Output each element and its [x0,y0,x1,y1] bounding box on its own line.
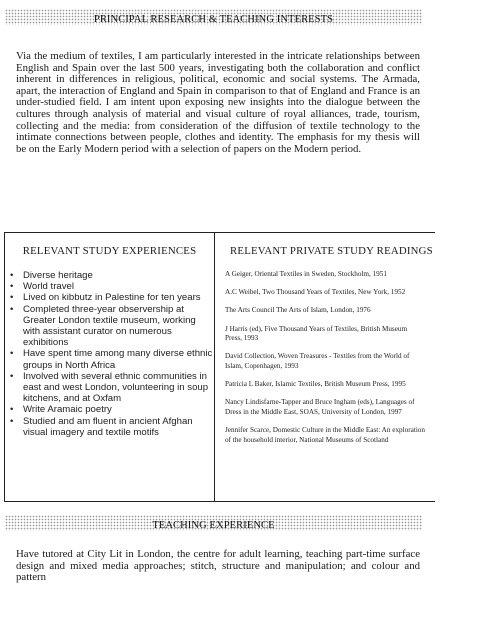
readings-heading: RELEVANT PRIVATE STUDY READINGS [230,245,433,257]
list-item: • World travel [9,281,213,292]
study-table [4,232,435,502]
reading-item: David Collection, Woven Treasures - Textiles from the World of Islam, Copenhagen, 1993 [225,352,410,370]
reading-item: Nancy Lindisfarne-Tapper and Bruce Ingham (eds), Languages of Dress in the Middle East, SOAS, University of London, 1997 [225,398,415,416]
list-item: • Write Aramaic poetry [9,404,213,415]
teaching-paragraph: Have tutored at City Lit in London, the centre for adult learning, teaching part-time surface design and mixed media approaches; stitch, structure and manipulation; and colour and pattern [16,548,420,584]
reading-item: A Geiger, Oriental Textiles in Sweden, Stockholm, 1951 [225,270,387,278]
experiences-heading: RELEVANT STUDY EXPERIENCES [22,245,197,257]
column-divider [214,233,215,501]
reading-item: J Harris (ed), Five Thousand Years of Textiles, British Museum Press, 1993 [225,324,408,343]
teaching-heading: TEACHING EXPERIENCE [152,520,275,531]
research-paragraph: Via the medium of textiles, I am particularly interested in the intricate relationships between English and Spain over the last 500 years, investigating both the collaboration and conflict inherent in differences in religious, political, economic and social systems. The Armada, apart, the interaction of England and Spain in comparison to that of England and France is an under-studied field. I am intent upon exposing new insights into the dialogue between the cultures through analysis of material and visual culture of royal alliances, trade, tourism, collecting and the media: from consideration of the diffusion of textile technology to the intimate connections between people, clothes and identity. The emphasis for my thesis will be on the Early Modern period with a selection of papers on the Modern period. [16,50,420,155]
research-heading: PRINCIPAL RESEARCH & TEACHING INTERESTS [93,14,334,25]
list-item: • Diverse heritage [9,270,213,281]
teaching-heading-banner [5,515,422,531]
reading-item: The Arts Council The Arts of Islam, London, 1976 [225,306,371,315]
list-item: • Lived on kibbutz in Palestine for ten years [9,292,213,303]
list-item: • Completed three-year observership at Greater London textile museum, working with assistant curator on numerous exhibitions [9,304,213,349]
list-item: • Have spent time among many diverse ethnic groups in North Africa [9,348,213,370]
readings-list [225,270,425,454]
list-item: • Involved with several ethnic communities in east and west London, volunteering in soup kitchens, and at Oxfam [9,371,213,405]
reading-item: Patricia L Baker, Islamic Textiles, British Museum Press, 1995 [225,380,406,389]
reading-item: A.C Weibel, Two Thousand Years of Textiles, New York, 1952 [225,288,406,297]
experiences-list [9,270,213,438]
research-heading-banner [5,9,422,25]
list-item: • Studied and am fluent in ancient Afghan visual imagery and textile motifs [9,416,213,438]
reading-item: Jennifer Scarce, Domestic Culture in the Middle East: An exploration of the household interior, National Museums of Scotland [225,426,425,444]
